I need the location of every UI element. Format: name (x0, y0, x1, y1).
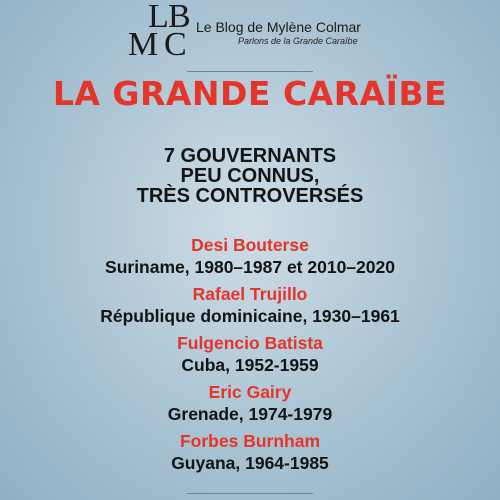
ruler-info: Guyana, 1964-1985 (171, 453, 329, 473)
top-divider (187, 71, 313, 72)
blog-header (128, 2, 388, 64)
ruler-name: Desi Bouterse (191, 235, 309, 255)
rulers-list (0, 234, 500, 479)
list-item (0, 234, 500, 283)
subtitle-line: TRÈS CONTROVERSÉS (136, 185, 364, 207)
blog-subtitle: Parlons de la Grande Caraïbe (238, 36, 358, 46)
logo-letter-l: L (148, 0, 169, 35)
list-item (0, 381, 500, 430)
ruler-info: Cuba, 1952-1959 (181, 355, 319, 375)
ruler-name: Eric Gairy (208, 382, 292, 402)
list-item (0, 332, 500, 381)
main-title: LA GRANDE CARAÏBE (52, 74, 448, 113)
ruler-name: Rafael Trujillo (192, 284, 308, 304)
subtitle (0, 146, 500, 206)
ruler-name: Fulgencio Batista (177, 333, 323, 353)
ruler-info: République dominicaine, 1930–1961 (100, 306, 400, 326)
blog-title[interactable]: Le Blog de Mylène Colmar (196, 19, 361, 35)
list-item (0, 430, 500, 479)
logo-letter-m: M (128, 26, 159, 63)
subtitle-line: PEU CONNUS, (180, 165, 320, 187)
ruler-info: Grenade, 1974-1979 (167, 404, 333, 424)
blog-logo[interactable] (128, 2, 194, 64)
subtitle-line: 7 GOUVERNANTS (163, 145, 337, 167)
logo-letter-c: C (164, 26, 187, 63)
ruler-info: Suriname, 1980–1987 et 2010–2020 (105, 257, 395, 277)
ruler-name: Forbes Burnham (179, 431, 321, 451)
logo-letter-b: B (168, 0, 191, 35)
list-item (0, 283, 500, 332)
bottom-divider (187, 493, 313, 494)
